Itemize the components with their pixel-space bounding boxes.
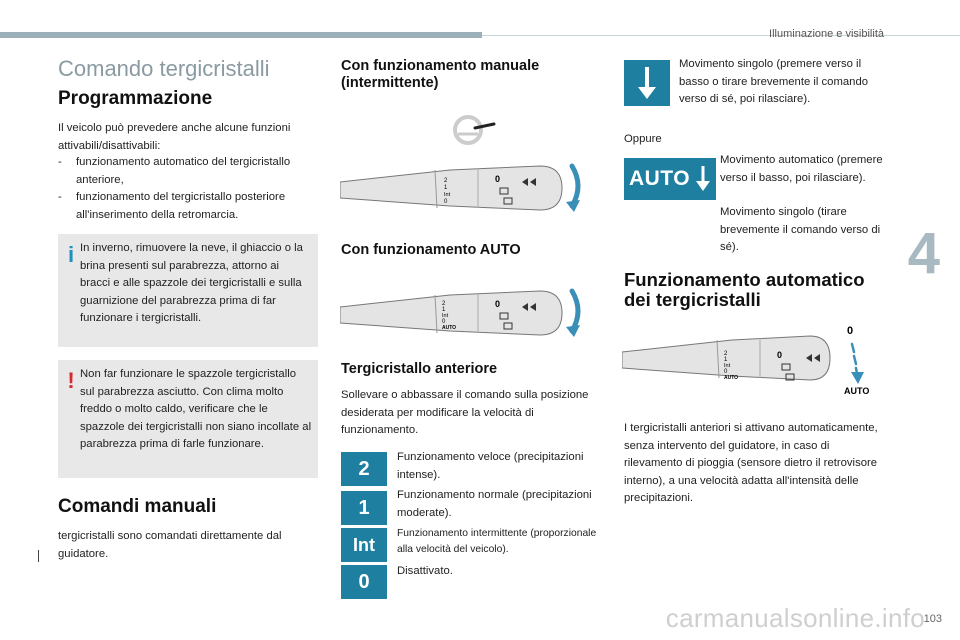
- arrow-down-icon: [851, 372, 864, 384]
- header-rule: [482, 35, 960, 36]
- rear-wiper-ring-label: 0: [495, 174, 501, 184]
- single-move-tile: [624, 60, 670, 106]
- programmazione-heading: Programmazione: [58, 88, 213, 109]
- stalk-label-1: 1: [444, 185, 448, 191]
- stalk-label-int: Int: [724, 363, 731, 369]
- wiper-stalk-auto-sensor-figure: [622, 322, 872, 398]
- programmazione-intro: Il veicolo può prevedere anche alcune funzioni attivabili/disattivabili:: [58, 122, 291, 152]
- stalk-motion-arrow-icon: [572, 166, 578, 206]
- stalk-label-auto: AUTO: [724, 375, 739, 381]
- sensor-auto-label: AUTO: [844, 386, 870, 396]
- stalk-label-2: 2: [444, 178, 448, 184]
- stalk-label-0: 0: [444, 199, 448, 205]
- page-title: Comando tergicristalli: [58, 56, 270, 81]
- stalk-label-2: 2: [724, 351, 728, 357]
- front-wiper-heading: Tergicristallo anteriore: [341, 361, 498, 377]
- auto-mode-heading: Con funzionamento AUTO: [341, 242, 521, 258]
- warning-icon: !: [67, 368, 75, 393]
- watermark: carmanualsonline.info: [665, 603, 925, 633]
- stalk-label-1: 1: [442, 307, 446, 313]
- rear-wiper-ring-label: 0: [495, 299, 501, 309]
- auto-wipers-heading: Funzionamento automatico dei tergicristalli: [624, 269, 865, 310]
- speed-text-int: Funzionamento intermittente (proporzionale alla velocità del veicolo).: [397, 528, 597, 555]
- wiper-stalk-auto-figure: [340, 283, 585, 355]
- chapter-number: 4: [907, 221, 940, 286]
- info-note-text: In inverno, rimuovere la neve, il ghiaccio o la brina presenti sul parabrezza, attorno ai bracci e alle spazzole dei tergicristalli e sulla guarnizione del parabrezza prima di far funzionare i tergicristalli.: [80, 242, 303, 324]
- speed-tile-0: 0: [341, 565, 387, 599]
- wiper-stalk-manual-figure: [340, 158, 585, 230]
- steering-wheel-icon: [450, 112, 500, 146]
- arrow-down-icon: [636, 65, 658, 101]
- stalk-label-2: 2: [442, 301, 446, 307]
- rear-wiper-ring-label: 0: [777, 350, 783, 360]
- comandi-manuali-heading: Comandi manuali: [58, 496, 217, 517]
- sensor-position-0-label: 0: [847, 325, 854, 337]
- speed-text-2: Funzionamento veloce (precipitazioni intense).: [397, 451, 584, 481]
- oppure-label: Oppure: [624, 133, 662, 145]
- info-note: [58, 234, 318, 347]
- auto-wipers-text: I tergicristalli anteriori si attivano automaticamente, senza intervento del guidatore, in caso di rilevamento di pioggia (sensore dietro il retrovisore interno), a una velocità adatta all'intensità delle precipitazioni.: [624, 422, 878, 504]
- auto-tile-label: AUTO: [628, 167, 691, 190]
- speed-tile-int: Int: [341, 528, 387, 562]
- auto-move-text: Movimento automatico (premere verso il basso, poi rilasciare).: [720, 154, 883, 184]
- stalk-label-0: 0: [442, 319, 446, 325]
- speed-tile-1: 1: [341, 491, 387, 525]
- section-title: Illuminazione e visibilità: [769, 28, 884, 40]
- stalk-label-int: Int: [442, 313, 449, 319]
- auto-single-move-text: Movimento singolo (tirare brevemente il comando verso di sé).: [720, 206, 881, 253]
- info-icon: i: [67, 242, 75, 267]
- stalk-label-1: 1: [724, 357, 728, 363]
- stalk-label-int: Int: [444, 192, 451, 198]
- speed-text-0: Disattivato.: [397, 565, 453, 577]
- front-wiper-text: Sollevare o abbassare il comando sulla posizione desiderata per modificare la velocità di funzionamento.: [341, 389, 589, 436]
- warning-note-text: Non far funzionare le spazzole tergicristallo sul parabrezza asciutto. Con clima molto freddo o molto caldo, verificare che le spazzole dei tergicristalli non siano incollate al parabrezza prima di farle funzionare.: [80, 368, 312, 450]
- comandi-manuali-text: tergicristalli sono comandati direttamente dal guidatore.: [58, 530, 282, 560]
- speed-text-1: Funzionamento normale (precipitazioni moderate).: [397, 489, 592, 519]
- speed-tile-2: 2: [341, 452, 387, 486]
- auto-tile: [624, 158, 716, 200]
- page-number: 103: [923, 613, 942, 625]
- stalk-motion-arrow-icon: [572, 291, 578, 331]
- stalk-label-0: 0: [724, 369, 728, 375]
- header-bar: [0, 32, 482, 38]
- stalk-label-auto: AUTO: [442, 325, 457, 331]
- list-item: - funzionamento automatico del tergicristallo anteriore,: [58, 154, 320, 189]
- margin-tick: [38, 550, 39, 562]
- single-move-text: Movimento singolo (premere verso il basso o tirare brevemente il comando verso di sé, poi rilasciare).: [679, 58, 869, 105]
- manual-mode-heading: Con funzionamento manuale (intermittente): [341, 58, 540, 91]
- programmazione-list: [58, 154, 320, 224]
- warning-note: [58, 360, 318, 478]
- list-item: - funzionamento del tergicristallo posteriore all'inserimento della retromarcia.: [58, 189, 320, 224]
- arrow-down-icon: [695, 164, 711, 194]
